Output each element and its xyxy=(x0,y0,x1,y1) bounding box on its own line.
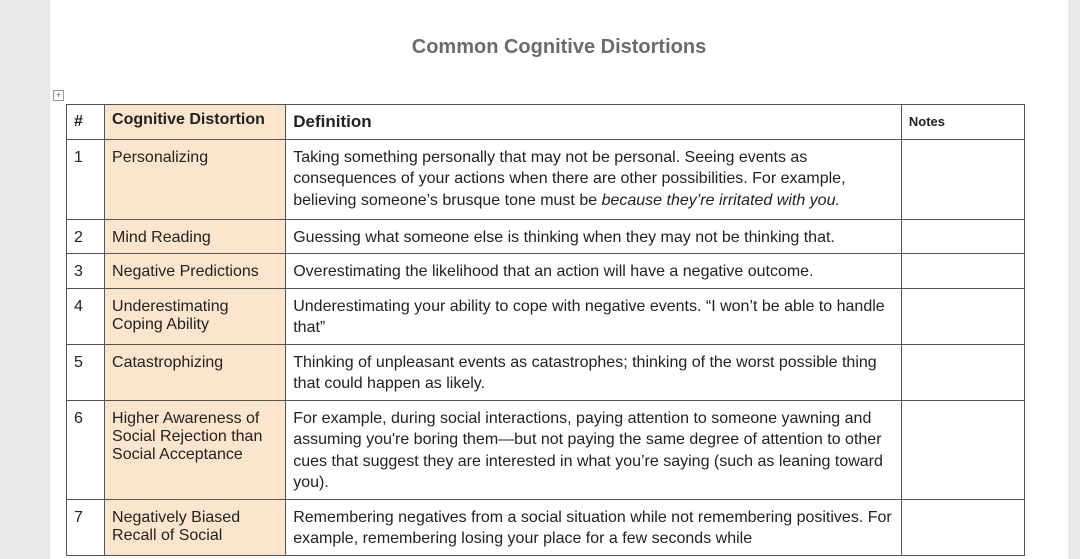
table-row xyxy=(67,344,1025,400)
table-row xyxy=(67,499,1025,555)
table-header-row xyxy=(67,105,1025,140)
row-notes[interactable] xyxy=(901,344,1024,400)
row-num: 2 xyxy=(67,219,105,254)
definition-italic-text: because they’re irritated with you. xyxy=(601,191,840,209)
table-move-handle-icon[interactable]: + xyxy=(53,90,64,101)
document-page xyxy=(50,0,1068,559)
row-notes[interactable] xyxy=(901,400,1024,499)
row-distortion: Negatively Biased Recall of Social xyxy=(105,499,286,555)
row-notes[interactable] xyxy=(901,139,1024,219)
table-row xyxy=(67,219,1025,254)
table-row xyxy=(67,288,1025,344)
row-num: 4 xyxy=(67,288,105,344)
row-notes[interactable] xyxy=(901,288,1024,344)
definition-text: Taking something personally that may not be personal. Seeing events as consequences of your actions when there are other possibilities. For example, believing someone’s brusque tone must be xyxy=(293,148,846,209)
row-distortion: Higher Awareness of Social Rejection than Social Acceptance xyxy=(105,400,286,499)
row-distortion: Underestimating Coping Ability xyxy=(105,288,286,344)
row-definition: Thinking of unpleasant events as catastrophes; thinking of the worst possible thing that could happen as likely. xyxy=(286,344,902,400)
header-definition: Definition xyxy=(286,105,902,140)
row-definition: Underestimating your ability to cope with negative events. “I won’t be able to handle that” xyxy=(286,288,902,344)
row-distortion: Catastrophizing xyxy=(105,344,286,400)
table-row xyxy=(67,254,1025,289)
row-num: 5 xyxy=(67,344,105,400)
row-num: 3 xyxy=(67,254,105,289)
row-distortion: Mind Reading xyxy=(105,219,286,254)
row-distortion: Negative Predictions xyxy=(105,254,286,289)
header-num: # xyxy=(67,105,105,140)
row-definition: For example, during social interactions, paying attention to someone yawning and assuming you're boring them—but not paying the same degree of attention to other cues that suggest they are interested in what you’re saying (such as leaning toward you). xyxy=(286,400,902,499)
header-distortion: Cognitive Distortion xyxy=(105,105,286,140)
row-definition: Overestimating the likelihood that an action will have a negative outcome. xyxy=(286,254,902,289)
row-definition: Remembering negatives from a social situation while not remembering positives. For example, remembering losing your place for a few seconds while xyxy=(286,499,902,555)
row-num: 1 xyxy=(67,139,105,219)
header-notes: Notes xyxy=(901,105,1024,140)
row-distortion: Personalizing xyxy=(105,139,286,219)
table-row xyxy=(67,139,1025,219)
row-num: 6 xyxy=(67,400,105,499)
row-num: 7 xyxy=(67,499,105,555)
row-notes[interactable] xyxy=(901,254,1024,289)
row-definition: Guessing what someone else is thinking when they may not be thinking that. xyxy=(286,219,902,254)
row-notes[interactable] xyxy=(901,219,1024,254)
document-title: Common Cognitive Distortions xyxy=(411,36,707,58)
row-definition xyxy=(286,139,902,219)
distortions-table xyxy=(66,104,1025,556)
row-notes[interactable] xyxy=(901,499,1024,555)
table-row xyxy=(67,400,1025,499)
